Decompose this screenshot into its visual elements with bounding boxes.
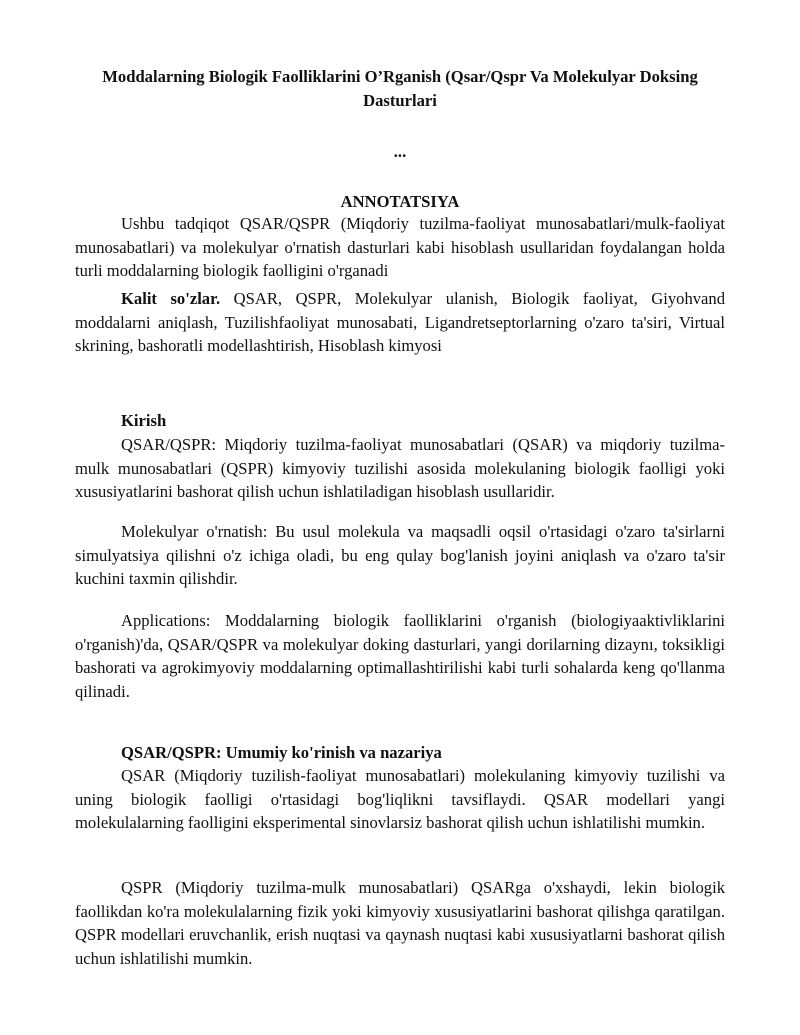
keywords-paragraph bbox=[75, 287, 725, 358]
intro-heading: Kirish bbox=[121, 411, 167, 430]
document-title: Moddalarning Biologik Faolliklarini O’Rganish (Qsar/Qspr Va Molekulyar Doksing Dasturlari bbox=[102, 67, 698, 110]
section-paragraph-2: QSPR (Miqdoriy tuzilma-mulk munosabatlari) QSARga o'xshaydi, lekin biologik faollikdan ko'ra molekulalarning fizik yoki kimyoviy xususiyatlarini bashorat qilishga qaratilgan. QSPR modellari eruvchanlik, erish nuqtasi va qaynash nuqtasi kabi xususiyatlarni bashorat qilish uchun ishlatilishi mumkin. bbox=[75, 878, 725, 968]
abstract-heading: ANNOTATSIYA bbox=[340, 192, 460, 211]
keywords-text: QSAR, QSPR, Molekulyar ulanish, Biologik faoliyat, Giyohvand moddalarni aniqlash, Tuzilishfaoliyat munosabati, Ligandretseptorlarning o'zaro ta'siri, Virtual skrining, bashoratli modellashtirish, Hisoblash kimyosi bbox=[75, 289, 725, 356]
section-heading: QSAR/QSPR: Umumiy ko'rinish va nazariya bbox=[121, 743, 442, 762]
intro-paragraph-3: Applications: Moddalarning biologik faolliklarini o'rganish (biologiyaaktivliklarini o'rganish)'da, QSAR/QSPR va molekulyar doking dasturlari, yangi dorilarning dizaynı, toksikligi bashorati va agrokimyoviy moddalarning optimallashtirilishi kabi turli sohalarda keng qo'llanma qilinadi. bbox=[75, 611, 725, 701]
section-paragraph-1: QSAR (Miqdoriy tuzilish-faoliyat munosabatlari) molekulaning kimyoviy tuzilishi va uning biologik faolligi o'rtasidagi bog'liqlikni tavsiflaydi. QSAR modellari yangi molekulalarning faolligini eksperimental sinovlarsiz bashorat qilish uchun ishlatilishi mumkin. bbox=[75, 766, 725, 833]
keywords-label: Kalit so'zlar. bbox=[121, 289, 221, 308]
abstract-text: Ushbu tadqiqot QSAR/QSPR (Miqdoriy tuzilma-faoliyat munosabatlari/mulk-faoliyat munosabatlari) va molekulyar o'rnatish dasturlari kabi hisoblash usullaridan foydalangan holda turli moddalarning biologik faolligini o'rganadi bbox=[75, 214, 725, 281]
author-ellipsis: ... bbox=[393, 142, 407, 161]
intro-paragraph-2: Molekulyar o'rnatish: Bu usul molekula va maqsadli oqsil o'rtasidagi o'zaro ta'sirlarni simulyatsiya qilishni o'z ichiga oladi, bu eng qulay bog'lanish joyini aniqlash va o'zaro ta'sir kuchini taxmin qilishdir. bbox=[75, 522, 725, 589]
intro-paragraph-1: QSAR/QSPR: Miqdoriy tuzilma-faoliyat munosabatlari (QSAR) va miqdoriy tuzilma-mulk munosabatlari (QSPR) kimyoviy tuzilishi asosida molekulaning biologik faolligi yoki xususiyatlarini bashorat qilish uchun ishlatiladigan hisoblash usullaridir. bbox=[75, 435, 725, 502]
